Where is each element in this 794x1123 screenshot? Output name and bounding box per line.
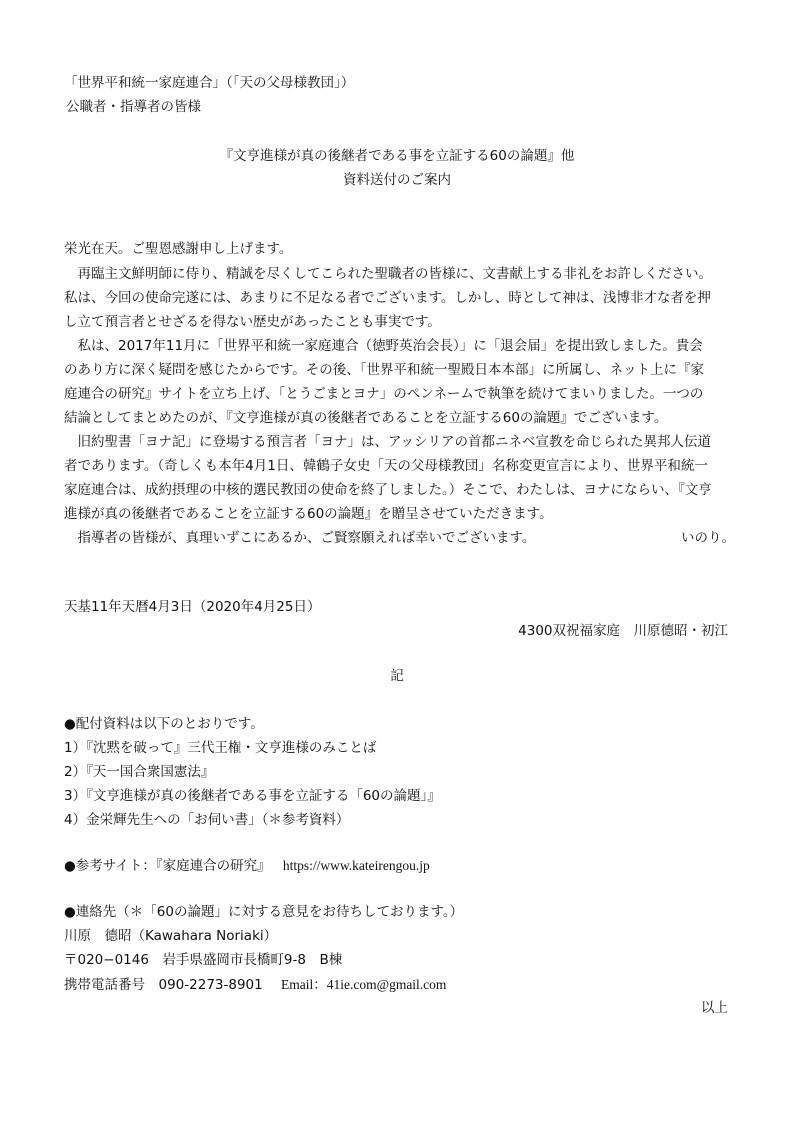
paragraph-1-line-2: 私は、今回の使命完遂には、あまりに不足なる者でございます。しかし、時として神は、浅博非才な者を押 [64,290,711,306]
contact-address: 〒020−0146 岩手県盛岡市長橋町9-8 B棟 [64,952,343,968]
title-line-1: 『文亨進様が真の後継者である事を立証する60の論題』他 [219,148,575,164]
materials-item-2: 2）『天一国合衆国憲法』 [64,764,215,780]
paragraph-2-line-3: 庭連合の研究』サイトを立ち上げ、「とうごまとヨナ」のペンネームで執筆を続けてまいりました。一つの [64,386,704,402]
materials-heading: ●配付資料は以下のとおりです。 [64,716,264,732]
ki-marker: 記 [390,668,404,684]
paragraph-1-line-3: し立て預言者とせざるを得ない歴史があったことも事実です。 [64,314,441,330]
reference-url: https://www.kateirengou.jp [282,858,430,873]
greeting: 栄光在天。ご聖恩感謝申し上げます。 [64,241,293,257]
prayer-closing: いのり。 [681,530,735,546]
recipients-line: 公職者・指導者の皆様 [66,99,201,115]
contact-heading: ●連絡先（＊「60の論題」に対する意見をお待ちしております。） [64,904,464,920]
paragraph-2-line-1: 私は、2017年11月に「世界平和統一家庭連合（徳野英治会長）」に「退会届」を提出致しました。貴会 [64,338,703,354]
contact-phone-email [64,975,446,995]
contact-phone: 携帯電話番号 090-2273-8901 [64,977,263,993]
reference-label: ●参考サイト：『家庭連合の研究』 [64,858,271,874]
paragraph-3-line-3: 家庭連合は、成約摂理の中核的選民教団の使命を終了しました。）そこで、わたしは、ヨナにならい、『文亨 [64,482,712,498]
paragraph-2-line-4: 結論としてまとめたのが、『文亨進様が真の後継者であることを立証する60の論題』でございます。 [64,410,668,426]
paragraph-1-line-1: 再臨主文鮮明師に侍り、精誠を尽くしてこられた聖職者の皆様に、文書献上する非礼をお許しください。 [64,266,712,282]
date-line: 天基11年天暦4月3日（2020年4月25日） [64,599,321,615]
materials-item-3: 3）『文亨進様が真の後継者である事を立証する「60の論題」』 [64,788,441,804]
contact-email: Email：41ie.com@gmail.com [281,977,447,992]
paragraph-2-line-2: のあり方に深く疑問を感じたからです。その後、「世界平和統一聖殿日本本部」に所属し、ネット上に『家 [64,362,705,378]
contact-name: 川原 德昭（Kawahara Noriaki） [64,928,278,944]
paragraph-3-line-1: 旧約聖書「ヨナ記」に登場する預言者「ヨナ」は、アッシリアの首都ニネベ宣教を命じられた異邦人伝道 [64,434,712,450]
reference-line [64,856,430,876]
materials-item-1: 1）『沈黙を破って』三代王権・文亨進様のみことば [64,740,377,756]
paragraph-3-line-4: 進様が真の後継者であることを立証する60の論題』を贈呈させていただきます。 [64,506,553,522]
org-line: 「世界平和統一家庭連合」（「天の父母様教団」） [64,75,355,91]
sender-line: 4300双祝福家庭 川原德昭・初江 [518,623,728,639]
materials-item-4: 4）金栄輝先生への「お伺い書」（＊参考資料） [64,812,350,828]
paragraph-3-line-2: 者であります。（奇しくも本年4月1日、韓鶴子女史「天の父母様教団」名称変更宣言により、世界平和統一 [64,458,708,474]
paragraph-4: 指導者の皆様が、真理いずこにあるか、ご賢察願えれば幸いでございます。 [64,530,536,546]
title-line-2: 資料送付のご案内 [343,172,451,188]
closing-ijo: 以上 [701,1000,728,1016]
